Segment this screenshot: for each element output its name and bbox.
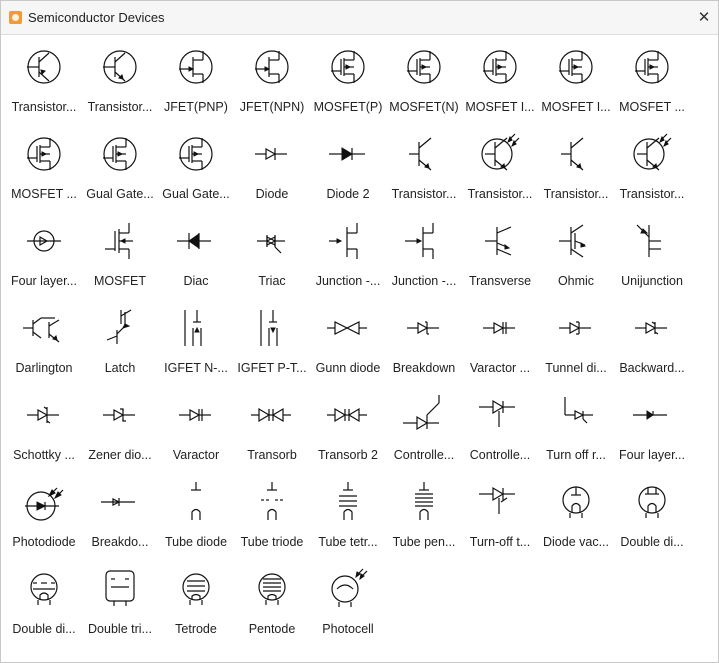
shape-item[interactable] <box>6 300 82 387</box>
shape-label: Transistor... <box>391 187 457 201</box>
shape-item[interactable] <box>462 39 538 126</box>
shape-item[interactable] <box>310 561 386 648</box>
shape-item[interactable] <box>538 300 614 387</box>
shape-label: Latch <box>104 361 136 375</box>
shape-item[interactable] <box>310 474 386 561</box>
transorb-icon <box>247 393 297 437</box>
igfet-p-icon <box>247 306 297 350</box>
shape-item[interactable] <box>6 213 82 300</box>
shape-label: Schottky ... <box>13 448 75 462</box>
shape-item[interactable] <box>158 474 234 561</box>
transistor-3-icon <box>551 132 601 176</box>
shape-item[interactable] <box>386 300 462 387</box>
transistor-pnp-icon <box>19 45 69 89</box>
shape-item[interactable] <box>310 213 386 300</box>
shape-label: MOSFET(P) <box>313 100 383 114</box>
ohmic-icon <box>551 219 601 263</box>
shape-label: Breakdo... <box>91 535 149 549</box>
transistor-icon <box>399 132 449 176</box>
shape-label: Diac <box>183 274 209 288</box>
shape-label: Gual Gate... <box>162 187 230 201</box>
tunnel-diode-icon <box>551 306 601 350</box>
shape-label: Diode 2 <box>326 187 370 201</box>
shape-item[interactable] <box>82 387 158 474</box>
shape-label: Junction -... <box>391 274 457 288</box>
shape-label: Transistor... <box>543 187 609 201</box>
shape-label: Junction -... <box>315 274 381 288</box>
mosfet-i-icon <box>475 45 525 89</box>
double-triode-icon <box>95 567 145 611</box>
shape-item[interactable] <box>386 39 462 126</box>
varactor-icon <box>475 306 525 350</box>
varactor-2-icon <box>171 393 221 437</box>
shape-item[interactable] <box>158 126 234 213</box>
junction-2-icon <box>399 219 449 263</box>
shape-label: Gunn diode <box>315 361 381 375</box>
shape-item[interactable] <box>310 126 386 213</box>
tube-pentode-icon <box>399 480 449 524</box>
phototransistor-icon <box>475 132 525 176</box>
shape-item[interactable] <box>82 213 158 300</box>
darlington-icon <box>19 306 69 350</box>
shape-item[interactable] <box>6 126 82 213</box>
panel-titlebar <box>1 1 718 35</box>
turn-off-thyristor-icon <box>475 480 525 524</box>
shape-label: IGFET P-T... <box>237 361 307 375</box>
shape-item[interactable] <box>158 39 234 126</box>
shape-label: Darlington <box>15 361 73 375</box>
shape-label: Tunnel di... <box>545 361 607 375</box>
shape-label: Double tri... <box>88 622 152 636</box>
shape-item[interactable] <box>462 126 538 213</box>
shape-label: MOSFET I... <box>465 100 535 114</box>
mosfet-plain-icon <box>95 219 145 263</box>
shape-label: Diode vac... <box>542 535 609 549</box>
transorb-2-icon <box>323 393 373 437</box>
close-icon[interactable]: ✕ <box>697 9 711 26</box>
tube-tetrode-icon <box>323 480 373 524</box>
transistor-npn-icon <box>95 45 145 89</box>
shape-item[interactable] <box>234 39 310 126</box>
latch-icon <box>95 306 145 350</box>
shape-item[interactable] <box>158 300 234 387</box>
mosfet-2-icon <box>19 132 69 176</box>
shape-item[interactable] <box>234 213 310 300</box>
shape-label: Tube triode <box>240 535 304 549</box>
controlled-icon <box>399 393 449 437</box>
shape-item[interactable] <box>386 126 462 213</box>
shape-item[interactable] <box>462 474 538 561</box>
shape-label: Transistor... <box>87 100 153 114</box>
shape-item[interactable] <box>234 126 310 213</box>
shape-item[interactable] <box>614 126 690 213</box>
shape-item[interactable] <box>158 561 234 648</box>
breakdown-2-icon <box>95 480 145 524</box>
photodiode-icon <box>19 480 69 524</box>
shape-label: Diode <box>255 187 289 201</box>
shape-item[interactable] <box>82 126 158 213</box>
double-diode-2-icon <box>19 567 69 611</box>
junction-icon <box>323 219 373 263</box>
shape-item[interactable] <box>310 300 386 387</box>
shape-label: MOSFET <box>93 274 147 288</box>
shape-label: Transverse <box>468 274 532 288</box>
shape-item[interactable] <box>82 561 158 648</box>
diode-icon <box>247 132 297 176</box>
shape-item[interactable] <box>462 213 538 300</box>
shape-label: Transistor... <box>467 187 533 201</box>
triac-icon <box>247 219 297 263</box>
dual-gate-2-icon <box>171 132 221 176</box>
shape-label: Turn-off t... <box>469 535 531 549</box>
gunn-diode-icon <box>323 306 373 350</box>
shape-item[interactable] <box>234 300 310 387</box>
mosfet-n-icon <box>399 45 449 89</box>
shape-label: Controlle... <box>393 448 455 462</box>
diac-icon <box>171 219 221 263</box>
shape-label: Gual Gate... <box>86 187 154 201</box>
dual-gate-icon <box>95 132 145 176</box>
shape-item[interactable] <box>538 126 614 213</box>
shape-item[interactable] <box>82 474 158 561</box>
shape-item[interactable] <box>386 474 462 561</box>
pentode-icon <box>247 567 297 611</box>
shape-item[interactable] <box>614 387 690 474</box>
shape-item[interactable] <box>386 387 462 474</box>
shape-label: Photocell <box>322 622 374 636</box>
jfet-pnp-icon <box>171 45 221 89</box>
shape-item[interactable] <box>538 213 614 300</box>
tube-diode-icon <box>171 480 221 524</box>
shape-label: Ohmic <box>557 274 595 288</box>
phototransistor-2-icon <box>627 132 677 176</box>
shape-label: JFET(PNP) <box>164 100 228 114</box>
shape-item[interactable] <box>538 39 614 126</box>
shape-label: Transistor... <box>11 100 77 114</box>
shape-item[interactable] <box>6 39 82 126</box>
shape-grid <box>6 39 690 648</box>
shape-label: Zener dio... <box>88 448 152 462</box>
shape-label: MOSFET ... <box>619 100 685 114</box>
shape-item[interactable] <box>82 39 158 126</box>
shape-label: MOSFET ... <box>11 187 77 201</box>
four-layer-icon <box>19 219 69 263</box>
shape-item[interactable] <box>158 213 234 300</box>
shape-label: IGFET N-... <box>164 361 228 375</box>
shape-label: Transorb 2 <box>318 448 378 462</box>
controlled-2-icon <box>475 393 525 437</box>
mosfet-p-icon <box>323 45 373 89</box>
shape-item[interactable] <box>538 474 614 561</box>
shape-item[interactable] <box>82 300 158 387</box>
shape-label: Tube tetr... <box>318 535 378 549</box>
shape-label: Unijunction <box>621 274 683 288</box>
double-diode-icon <box>627 480 677 524</box>
zener-icon <box>95 393 145 437</box>
shape-label: JFET(NPN) <box>239 100 305 114</box>
shape-item[interactable] <box>6 561 82 648</box>
shape-item[interactable] <box>614 300 690 387</box>
shape-label: Double di... <box>620 535 684 549</box>
shape-label: Tube diode <box>164 535 228 549</box>
shape-item[interactable] <box>614 213 690 300</box>
igfet-n-icon <box>171 306 221 350</box>
shape-item[interactable] <box>6 474 82 561</box>
shape-label: Transistor... <box>619 187 685 201</box>
tetrode-icon <box>171 567 221 611</box>
shape-label: Breakdown <box>392 361 456 375</box>
transverse-icon <box>475 219 525 263</box>
shape-label: Tube pen... <box>392 535 456 549</box>
shape-label: Varactor <box>172 448 220 462</box>
shape-item[interactable] <box>386 213 462 300</box>
tube-triode-icon <box>247 480 297 524</box>
shape-item[interactable] <box>462 300 538 387</box>
mosfet-i2-icon <box>551 45 601 89</box>
shape-label: Controlle... <box>469 448 531 462</box>
shape-label: Transorb <box>247 448 297 462</box>
shape-label: Pentode <box>248 622 296 636</box>
shape-label: Tetrode <box>175 622 217 636</box>
shape-item[interactable] <box>234 474 310 561</box>
shape-item[interactable] <box>234 387 310 474</box>
shape-label: Turn off r... <box>546 448 606 462</box>
mosfet-icon <box>627 45 677 89</box>
shape-label: Four layer... <box>11 274 77 288</box>
shape-label: Varactor ... <box>469 361 531 375</box>
shape-item[interactable] <box>614 474 690 561</box>
shape-label: Triac <box>258 274 286 288</box>
jfet-npn-icon <box>247 45 297 89</box>
shape-item[interactable] <box>310 39 386 126</box>
shape-label: MOSFET I... <box>541 100 611 114</box>
panel-title: Semiconductor Devices <box>28 10 165 25</box>
photocell-icon <box>323 567 373 611</box>
diode-2-icon <box>323 132 373 176</box>
turn-off-icon <box>551 393 601 437</box>
shape-item[interactable] <box>310 387 386 474</box>
shape-item[interactable] <box>538 387 614 474</box>
backward-diode-icon <box>627 306 677 350</box>
shape-item[interactable] <box>462 387 538 474</box>
unijunction-icon <box>627 219 677 263</box>
shape-item[interactable] <box>158 387 234 474</box>
breakdown-icon <box>399 306 449 350</box>
shape-label: Four layer... <box>619 448 685 462</box>
shape-label: MOSFET(N) <box>389 100 459 114</box>
shape-label: Double di... <box>12 622 76 636</box>
shape-label: Backward... <box>619 361 685 375</box>
shape-item[interactable] <box>614 39 690 126</box>
shape-label: Photodiode <box>12 535 76 549</box>
library-icon <box>9 11 22 24</box>
diode-vacuum-icon <box>551 480 601 524</box>
shape-item[interactable] <box>234 561 310 648</box>
shape-item[interactable] <box>6 387 82 474</box>
schottky-icon <box>19 393 69 437</box>
four-layer-2-icon <box>627 393 677 437</box>
